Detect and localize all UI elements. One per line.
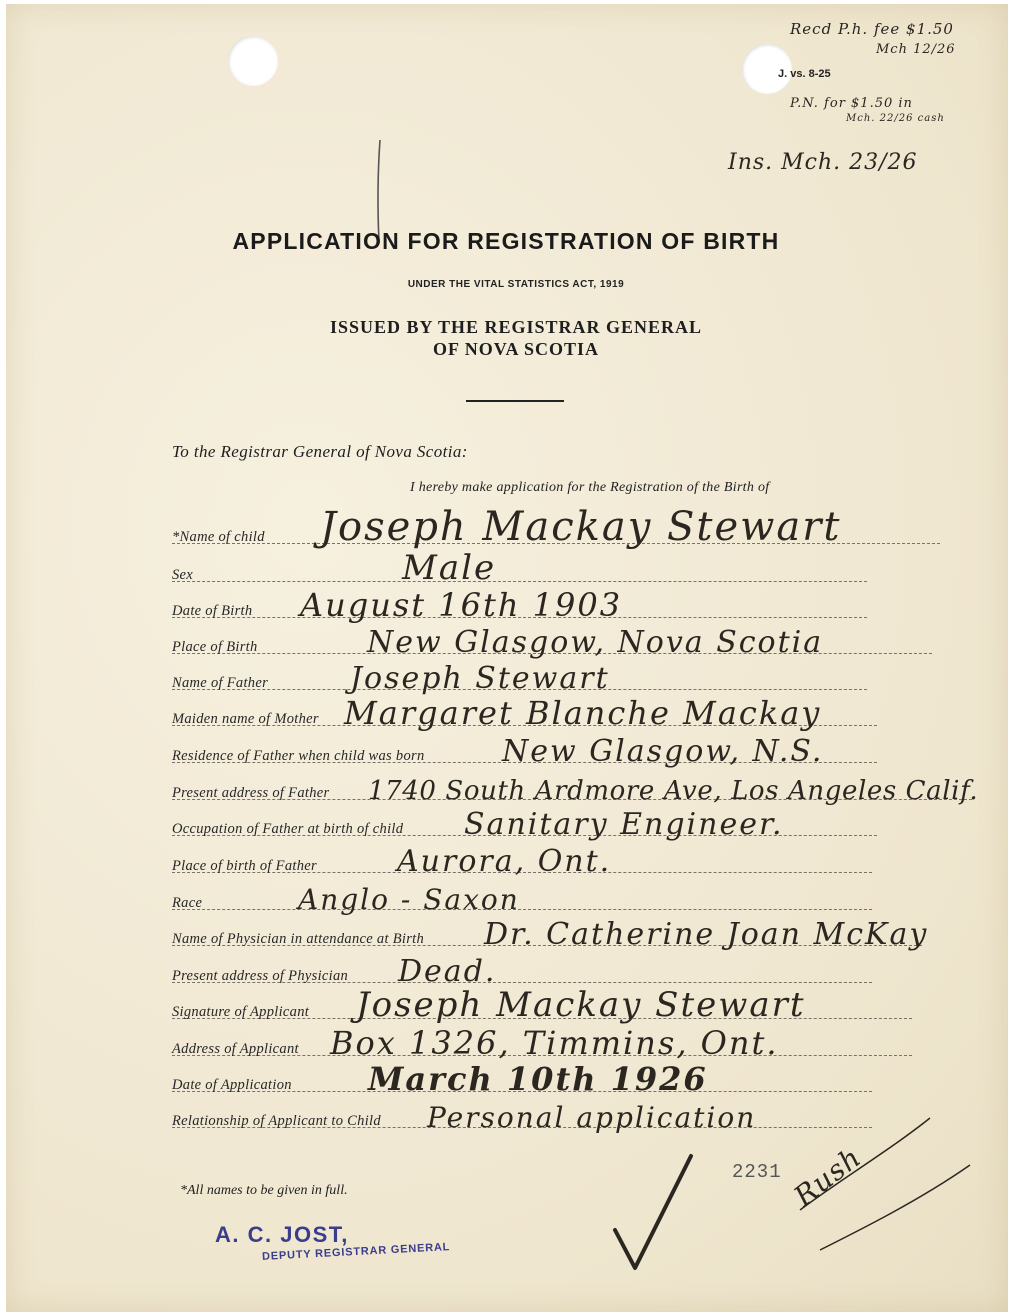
note-received-date: Mch 12/26 bbox=[876, 42, 956, 57]
field-value: Aurora, Ont. bbox=[397, 844, 612, 879]
stamp-title: DEPUTY REGISTRAR GENERAL bbox=[261, 1241, 451, 1263]
field-value: New Glasgow, Nova Scotia bbox=[367, 625, 824, 660]
field-value: New Glasgow, N.S. bbox=[502, 734, 824, 769]
field-label: Maiden name of Mother bbox=[172, 711, 319, 727]
field-label: Relationship of Applicant to Child bbox=[172, 1113, 381, 1129]
field-label: Occupation of Father at birth of child bbox=[172, 821, 404, 837]
intro-line: I hereby make application for the Registration of the Birth of bbox=[410, 480, 770, 495]
field-label: Place of birth of Father bbox=[172, 858, 317, 874]
footnote: *All names to be given in full. bbox=[180, 1183, 348, 1198]
field-line bbox=[172, 909, 872, 910]
stamp-name: A. C. JOST, bbox=[215, 1222, 349, 1247]
form-subtitle: UNDER THE VITAL STATISTICS ACT, 1919 bbox=[407, 279, 625, 290]
field-value: Joseph Mackay Stewart bbox=[320, 504, 842, 550]
field-label: Address of Applicant bbox=[172, 1041, 299, 1057]
field-value: Margaret Blanche Mackay bbox=[344, 694, 822, 732]
field-label: *Name of child bbox=[172, 529, 265, 545]
note-postal-note: P.N. for $1.50 in bbox=[790, 96, 913, 111]
field-mother-maiden-name bbox=[172, 694, 877, 734]
field-label: Present address of Father bbox=[172, 785, 330, 801]
field-label: Sex bbox=[172, 567, 194, 583]
field-label: Race bbox=[172, 895, 203, 911]
field-label: Name of Physician in attendance at Birth bbox=[172, 931, 425, 947]
field-value: 1740 South Ardmore Ave, Los Angeles Calif. bbox=[368, 776, 979, 806]
field-birthplace-of-father bbox=[172, 844, 872, 881]
field-label: Residence of Father when child was born bbox=[172, 748, 425, 764]
punch-hole-left bbox=[228, 36, 278, 86]
field-line bbox=[172, 581, 867, 582]
field-value: August 16th 1903 bbox=[300, 586, 623, 624]
field-label: Date of Birth bbox=[172, 603, 253, 619]
field-label: Name of Father bbox=[172, 675, 269, 691]
field-label: Date of Application bbox=[172, 1077, 292, 1093]
field-applicant-signature bbox=[172, 985, 912, 1027]
field-label: Present address of Physician bbox=[172, 968, 349, 984]
field-value: Joseph Stewart bbox=[350, 661, 610, 696]
note-inspected: Ins. Mch. 23/26 bbox=[728, 150, 918, 175]
field-value: Male bbox=[402, 548, 497, 588]
issued-by-line2: OF NOVA SCOTIA bbox=[432, 339, 600, 359]
field-label: Signature of Applicant bbox=[172, 1004, 310, 1020]
field-value: Dr. Catherine Joan McKay bbox=[484, 917, 929, 952]
field-value: Dead. bbox=[398, 954, 497, 989]
field-residence-of-father bbox=[172, 734, 877, 771]
field-value: Box 1326, Timmins, Ont. bbox=[330, 1024, 779, 1062]
form-number: J. vs. 8-25 bbox=[778, 68, 831, 80]
field-name-of-child bbox=[172, 504, 940, 552]
field-physician-name bbox=[172, 917, 929, 954]
file-number: 2231 bbox=[732, 1161, 782, 1183]
field-occupation-of-father bbox=[172, 807, 877, 844]
title-divider bbox=[466, 400, 564, 402]
field-date-of-application bbox=[172, 1060, 872, 1100]
rush-note: Rush bbox=[787, 1140, 868, 1213]
field-race bbox=[172, 883, 872, 918]
note-postal-date: Mch. 22/26 cash bbox=[846, 113, 945, 124]
field-place-of-birth bbox=[172, 625, 932, 662]
field-value: Sanitary Engineer. bbox=[464, 807, 784, 842]
field-value: March 10th 1926 bbox=[368, 1060, 708, 1098]
check-mark bbox=[605, 1150, 705, 1280]
field-relationship bbox=[172, 1101, 872, 1136]
field-date-of-birth bbox=[172, 586, 867, 626]
field-value: Joseph Mackay Stewart bbox=[356, 985, 806, 1025]
salutation: To the Registrar General of Nova Scotia: bbox=[172, 442, 468, 461]
issued-by-line1: ISSUED BY THE REGISTRAR GENERAL bbox=[329, 317, 703, 337]
field-address-of-father bbox=[172, 776, 979, 808]
note-received-fee: Recd P.h. fee $1.50 bbox=[790, 20, 954, 38]
field-value: Personal application bbox=[427, 1101, 757, 1134]
field-label: Place of Birth bbox=[172, 639, 258, 655]
form-title: APPLICATION FOR REGISTRATION OF BIRTH bbox=[232, 228, 780, 254]
field-value: Anglo - Saxon bbox=[298, 883, 520, 916]
